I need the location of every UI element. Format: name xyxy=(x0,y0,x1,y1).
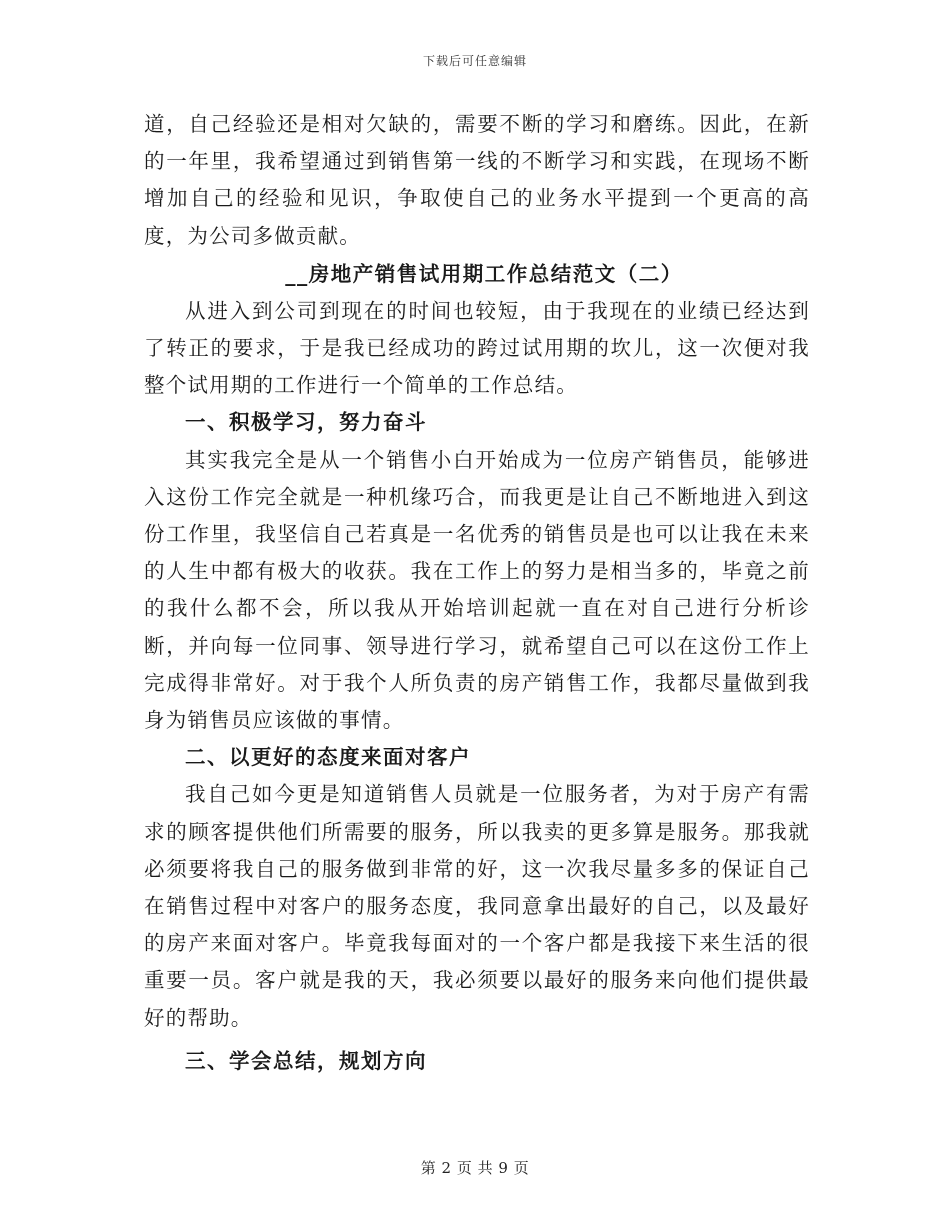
intro-paragraph: 道，自己经验还是相对欠缺的，需要不断的学习和磨练。因此，在新的一年里，我希望通过到销售第一线的不断学习和实践，在现场不断增加自己的经验和见识，争取使自己的业务水平提到一个更高的高度，为公司多做贡献。 xyxy=(144,112,810,248)
document-body xyxy=(144,106,810,1080)
section-paragraph-2: 我自己如今更是知道销售人员就是一位服务者，为对于房产有需求的顾客提供他们所需要的服务，所以我卖的更多算是服务。那我就必须要将我自己的服务做到非常的好，这一次我尽量多多的保证自己在销售过程中对客户的服务态度，我同意拿出最好的自己，以及最好的房产来面对客户。毕竟我每面对的一个客户都是我接下来生活的很重要一员。客户就是我的天，我必须要以最好的服务来向他们提供最好的帮助。 xyxy=(144,782,810,1030)
page-header-note: 下载后可任意编辑 xyxy=(422,54,527,68)
page-number-footer: 第 2 页 共 9 页 xyxy=(420,1159,530,1177)
article-title: __房地产销售试用期工作总结范文（二） xyxy=(285,261,683,286)
section-paragraph-1: 其实我完全是从一个销售小白开始成为一位房产销售员，能够进入这份工作完全就是一种机缘巧合，而我更是让自己不断地进入到这份工作里，我坚信自己若真是一名优秀的销售员是也可以让我在未来的人生中都有极大的收获。我在工作上的努力是相当多的，毕竟之前的我什么都不会，所以我从开始培训起就一直在对自己进行分析诊断，并向每一位同事、领导进行学习，就希望自己可以在这份工作上完成得非常好。对于我个人所负责的房产销售工作，我都尽量做到我身为销售员应该做的事情。 xyxy=(144,447,810,733)
section-heading-3: 三、学会总结，规划方向 xyxy=(185,1048,427,1073)
opening-paragraph: 从进入到公司到现在的时间也较短，由于我现在的业绩已经达到了转正的要求，于是我已经成功的跨过试用期的坎儿，这一次便对我整个试用期的工作进行一个简单的工作总结。 xyxy=(144,298,810,398)
section-heading-1: 一、积极学习，努力奋斗 xyxy=(185,410,427,435)
section-heading-2: 二、以更好的态度来面对客户 xyxy=(185,745,471,770)
